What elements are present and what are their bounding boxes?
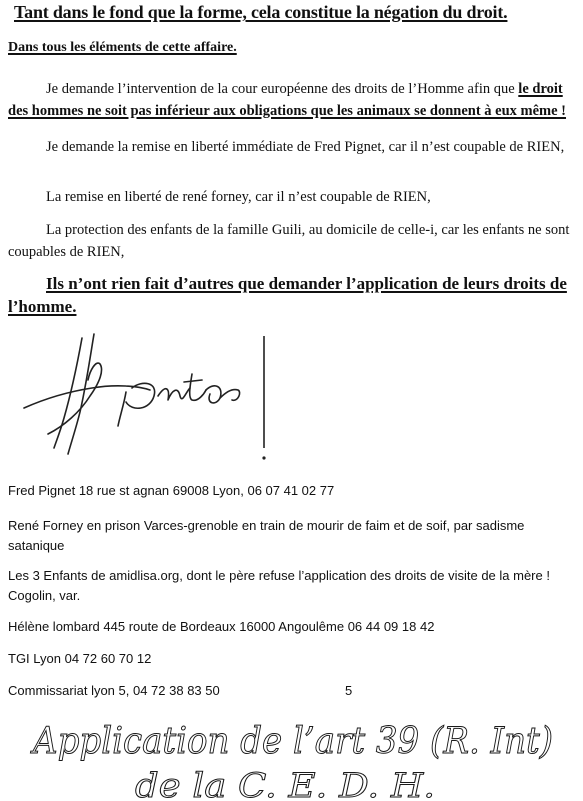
paragraph-liberation-fred-text: Je demande la remise en liberté immédiate de Fred Pignet, car il n’est coupable de RIEN, xyxy=(46,139,565,155)
paragraph-protection-enfants xyxy=(8,219,574,263)
paragraph-protection-enfants-text: La protection des enfants de la famille Guili, au domicile de celle-i, car les enfants ne sont coupables de RIEN, xyxy=(8,222,570,260)
contact-rene-forney: René Forney en prison Varces-grenoble en train de mourir de faim et de soif, par sadisme satanique xyxy=(8,518,525,553)
page-number: 5 xyxy=(345,683,353,698)
handwritten-line-1: Application de l’art 39 (R. Int) xyxy=(30,721,554,762)
conclusion-text: Ils n’ont rien fait d’autres que demander l’application de leurs droits de l’homme. xyxy=(8,274,567,316)
document-subtitle-text: Dans tous les éléments de cette affaire. xyxy=(8,40,237,55)
document-title-text: Tant dans le fond que la forme, cela constitue la négation du droit. xyxy=(14,2,508,22)
contact-enfants-amidlisa: Les 3 Enfants de amidlisa.org, dont le père refuse l’application des droits de visite de la mère ! Cogolin, var. xyxy=(8,568,550,603)
handwritten-signature xyxy=(20,330,280,470)
paragraph-intervention xyxy=(8,78,574,122)
contact-fred-pignet: Fred Pignet 18 rue st agnan 69008 Lyon, 06 07 41 02 77 xyxy=(8,483,335,498)
conclusion-statement xyxy=(8,272,568,318)
document-subtitle xyxy=(8,40,237,56)
paragraph-intervention-emphasis: le droit des hommes ne soit pas inférieur aux obligations que les animaux se donnent à eux même ! xyxy=(8,81,567,119)
contact-helene-lombard: Hélène lombard 445 route de Bordeaux 16000 Angoulême 06 44 09 18 42 xyxy=(8,619,435,634)
document-title xyxy=(14,2,507,23)
contact-commissariat-lyon: Commissariat lyon 5, 04 72 38 83 50 xyxy=(8,683,220,698)
handwritten-line-2: de la C. E. D. H. xyxy=(135,766,435,801)
paragraph-intervention-text: Je demande l’intervention de la cour européenne des droits de l’Homme afin que xyxy=(46,81,519,97)
contact-tgi-lyon: TGI Lyon 04 72 60 70 12 xyxy=(8,651,152,666)
paragraph-liberation-fred xyxy=(8,136,574,158)
paragraph-liberation-rene: La remise en liberté de rené forney, car il n’est coupable de RIEN, xyxy=(46,189,431,205)
handwritten-annotation xyxy=(25,715,565,801)
